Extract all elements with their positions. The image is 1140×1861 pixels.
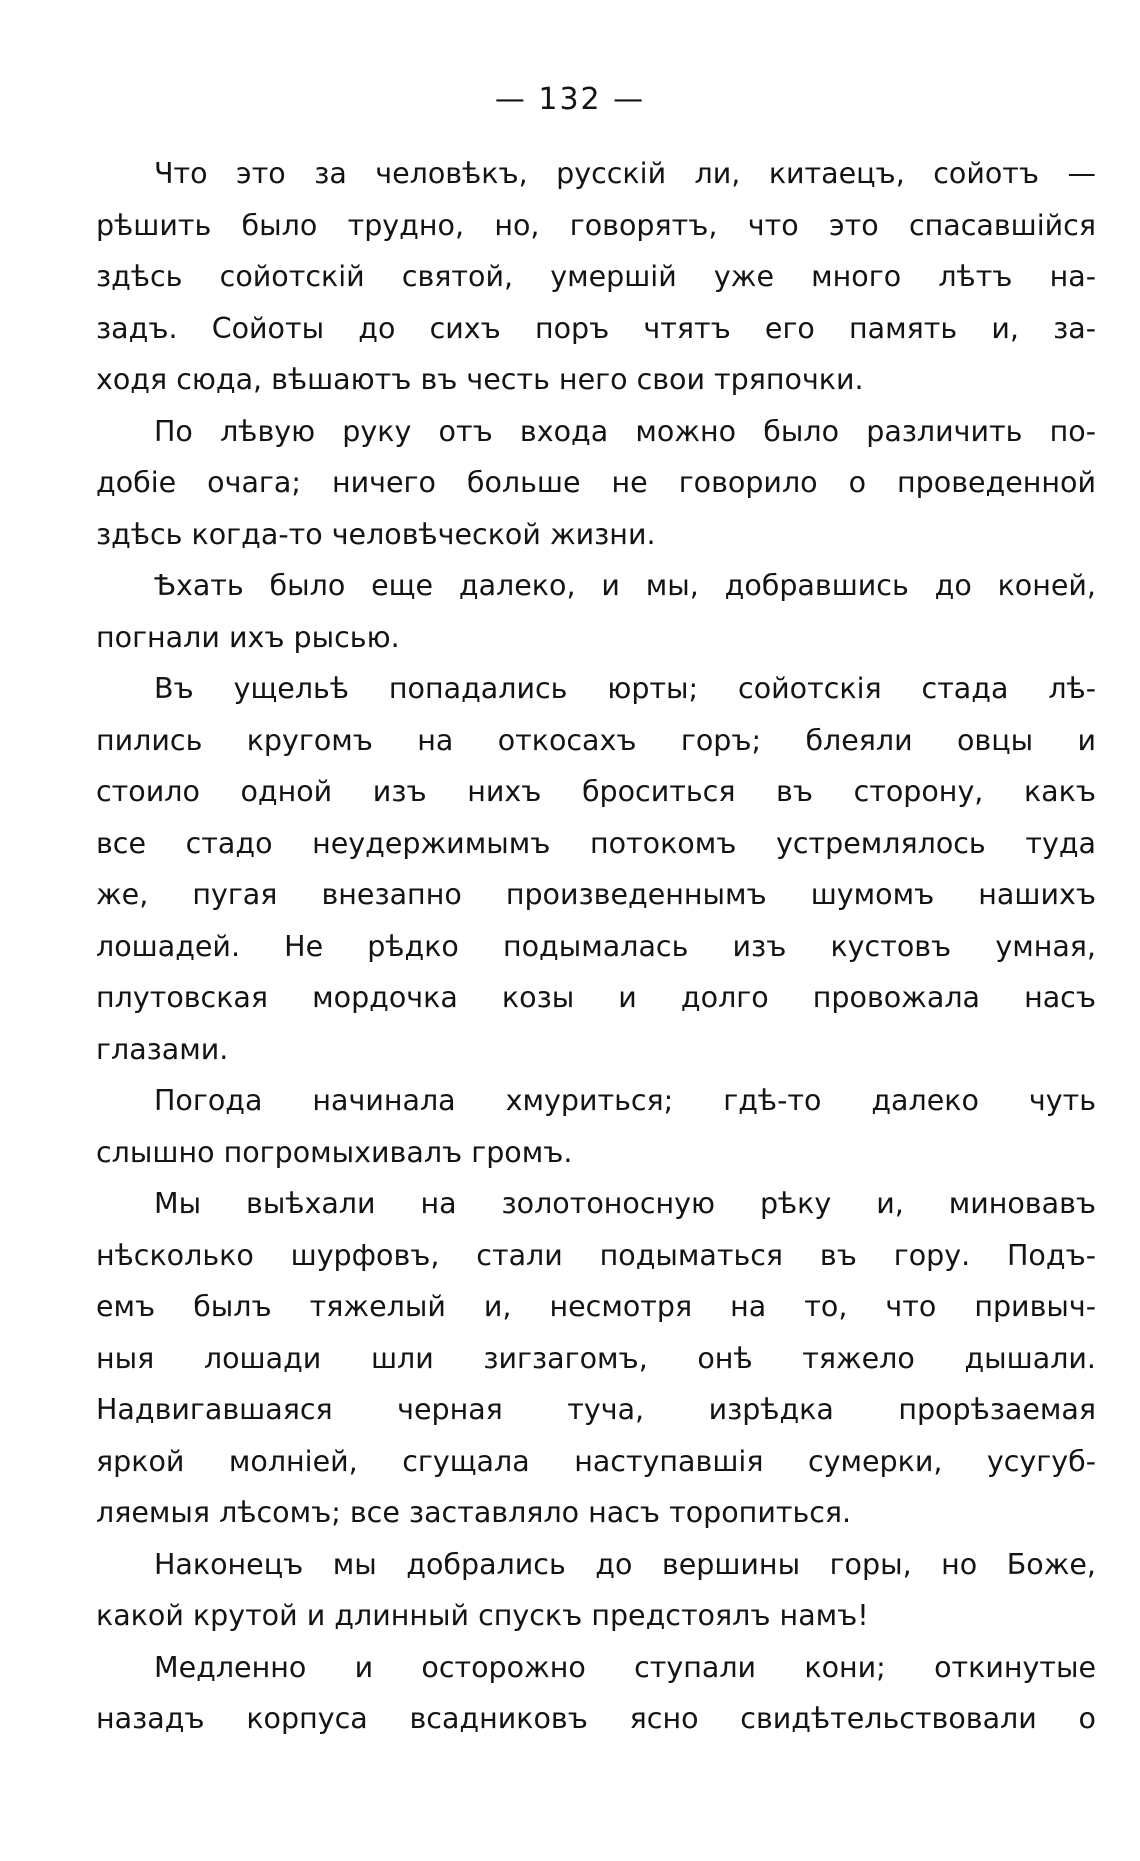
text-line: же, пугая внезапно произведеннымъ шумомъ нашихъ xyxy=(96,878,1096,911)
text-line: глазами. xyxy=(96,1032,229,1066)
text-line: нѣсколько шурфовъ, стали подыматься въ гору. Подъ- xyxy=(96,1238,1096,1272)
text-line: слышно погромыхивалъ громъ. xyxy=(96,1135,573,1169)
text-line: задъ. Сойоты до сихъ поръ чтятъ его память и, за- xyxy=(96,311,1096,345)
text-line: здѣсь когда-то человѣческой жизни. xyxy=(96,517,656,551)
text-line: емъ былъ тяжелый и, несмотря на то, что привыч- xyxy=(96,1290,1096,1323)
text-line: Мы выѣхали на золотоносную рѣку и, миновавъ xyxy=(154,1187,1096,1220)
text-line: плутовская мордочка козы и долго провожала насъ xyxy=(96,981,1096,1014)
text-line: ходя сюда, вѣшаютъ въ честь него свои тряпочки. xyxy=(96,363,864,396)
text-line: Наконецъ мы добрались до вершины горы, но Боже, xyxy=(154,1547,1096,1581)
text-line: пились кругомъ на откосахъ горъ; блеяли овцы и xyxy=(96,723,1096,757)
text-line: яркой молніей, сгущала наступавшія сумерки, усугуб- xyxy=(96,1444,1096,1478)
text-line: ныя лошади шли зигзагомъ, онѣ тяжело дышали. xyxy=(96,1341,1096,1375)
text-line: Что это за человѣкъ, русскій ли, китаецъ, сойотъ — xyxy=(154,157,1096,190)
body-text xyxy=(96,148,1096,1745)
paragraph xyxy=(96,406,1096,561)
page-number: — 132 — xyxy=(494,82,646,117)
paragraph xyxy=(96,1539,1096,1642)
text-line: По лѣвую руку отъ входа можно было различить по- xyxy=(154,414,1096,448)
paragraph xyxy=(96,663,1096,1075)
paragraph xyxy=(96,148,1096,406)
paragraph xyxy=(96,1178,1096,1539)
text-line: стоило одной изъ нихъ броситься въ сторону, какъ xyxy=(96,775,1096,808)
text-line: ляемыя лѣсомъ; все заставляло насъ торопиться. xyxy=(96,1496,852,1529)
text-line: здѣсь сойотскій святой, умершій уже много лѣтъ на- xyxy=(96,260,1096,293)
text-line: Надвигавшаяся черная туча, изрѣдка прорѣзаемая xyxy=(96,1393,1096,1426)
text-line: Медленно и осторожно ступали кони; откинутые xyxy=(154,1650,1096,1684)
text-line: все стадо неудержимымъ потокомъ устремлялось туда xyxy=(96,826,1096,860)
paragraph xyxy=(96,560,1096,663)
text-line: погнали ихъ рысью. xyxy=(96,620,400,654)
paragraph xyxy=(96,1075,1096,1178)
text-line: добіе очага; ничего больше не говорило о проведенной xyxy=(96,466,1096,499)
text-line: лошадей. Не рѣдко подымалась изъ кустовъ умная, xyxy=(96,929,1096,963)
text-line: назадъ корпуса всадниковъ ясно свидѣтельствовали о xyxy=(96,1702,1096,1735)
text-line: какой крутой и длинный спускъ предстоялъ намъ! xyxy=(96,1599,869,1632)
text-line: Въ ущельѣ попадались юрты; сойотскія стада лѣ- xyxy=(154,672,1096,705)
text-line: Погода начинала хмуриться; гдѣ-то далеко чуть xyxy=(154,1084,1096,1117)
paragraph xyxy=(96,1642,1096,1745)
text-line: Ѣхать было еще далеко, и мы, добравшись до коней, xyxy=(154,569,1096,602)
text-line: рѣшить было трудно, но, говорятъ, что это спасавшійся xyxy=(96,208,1096,242)
